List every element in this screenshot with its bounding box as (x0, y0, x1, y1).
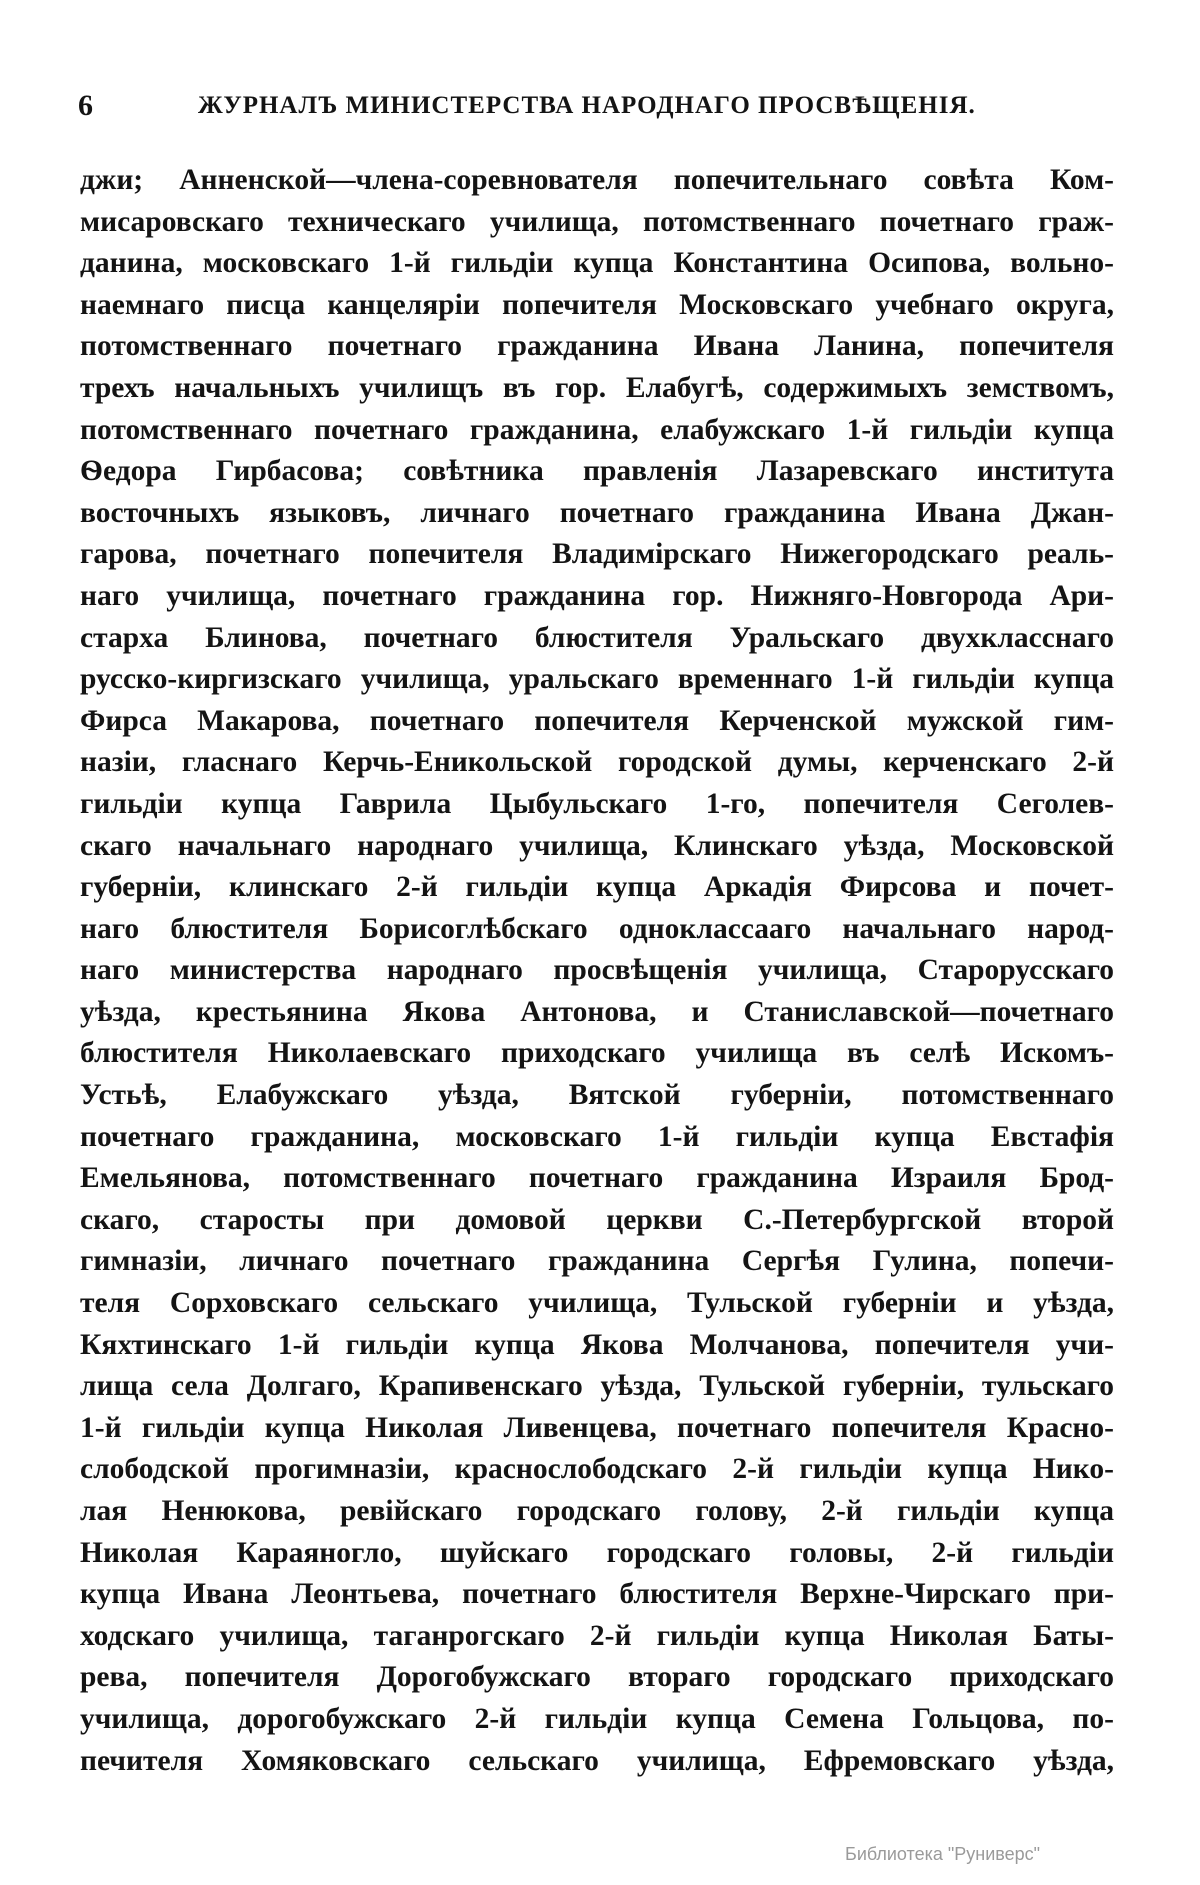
body-text (80, 160, 1114, 1782)
text-line: наго блюстителя Борисоглѣбскаго одноклассааго начальнаго народ- (80, 912, 1114, 945)
text-line: Фирса Макарова, почетнаго попечителя Керченской мужской гим- (80, 704, 1114, 737)
text-line: 1-й гильдіи купца Николая Ливенцева, почетнаго попечителя Красно- (80, 1411, 1114, 1444)
text-line: слободской прогимназіи, краснослободскаго 2-й гильдіи купца Нико- (80, 1453, 1114, 1486)
text-line: скаго начальнаго народнаго училища, Клинскаго уѣзда, Московской (80, 829, 1114, 862)
text-line: губерніи, клинскаго 2-й гильдіи купца Аркадія Фирсова и почет- (80, 871, 1114, 904)
text-line: уѣзда, крестьянина Якова Антонова, и Станиславской—почетнаго (80, 995, 1114, 1028)
text-line: Кяхтинскаго 1-й гильдіи купца Якова Молчанова, попечителя учи- (80, 1328, 1114, 1361)
text-line: Николая Караяногло, шуйскаго городскаго головы, 2-й гильдіи (80, 1536, 1114, 1569)
page-number: 6 (78, 89, 93, 122)
text-line: купца Ивана Леонтьева, почетнаго блюстителя Верхне-Чирскаго при- (80, 1578, 1114, 1611)
text-line: потомственнаго почетнаго гражданина Ивана Ланина, попечителя (80, 330, 1114, 363)
text-line: гимназіи, личнаго почетнаго гражданина Сергѣя Гулина, попечи- (80, 1245, 1114, 1278)
running-title: ЖУРНАЛЪ МИНИСТЕРСТВА НАРОДНАГО ПРОСВѢЩЕНІЯ. (198, 92, 976, 119)
text-line: джи; Анненской—члена-соревнователя попечительнаго совѣта Ком- (80, 164, 1114, 196)
text-line: теля Сорховскаго сельскаго училища, Тульской губерніи и уѣзда, (80, 1287, 1114, 1320)
text-line: Емельянова, потомственнаго почетнаго гражданина Израиля Брод- (80, 1162, 1114, 1195)
text-line: мисаровскаго техническаго училища, потомственнаго почетнаго граж- (80, 205, 1114, 238)
text-line: почетнаго гражданина, московскаго 1-й гильдіи купца Евстафія (80, 1120, 1114, 1153)
text-line: гильдіи купца Гаврила Цыбульскаго 1-го, попечителя Сеголев- (80, 787, 1114, 820)
text-line: лая Ненюкова, ревійскаго городскаго голову, 2-й гильдіи купца (80, 1495, 1114, 1527)
text-line: данина, московскаго 1-й гильдіи купца Константина Осипова, вольно- (80, 247, 1114, 280)
text-line: рева, попечителя Дорогобужскаго втораго городскаго приходскаго (80, 1661, 1114, 1694)
text-line: наго училища, почетнаго гражданина гор. Нижняго-Новгорода Ари- (80, 579, 1114, 612)
text-line: русско-киргизскаго училища, уральскаго временнаго 1-й гильдіи купца (80, 663, 1114, 696)
text-line: восточныхъ языковъ, личнаго почетнаго гражданина Ивана Джан- (80, 496, 1114, 529)
text-line: потомственнаго почетнаго гражданина, елабужскаго 1-й гильдіи купца (80, 413, 1114, 446)
page-header (78, 86, 1118, 126)
text-line: назіи, гласнаго Керчь-Еникольской городской думы, керченскаго 2-й (80, 746, 1114, 779)
text-line: наемнаго писца канцеляріи попечителя Московскаго учебнаго округа, (80, 288, 1114, 321)
text-line: Устьѣ, Елабужскаго уѣзда, Вятской губерніи, потомственнаго (80, 1079, 1114, 1112)
text-line: Ѳедора Гирбасова; совѣтника правленія Лазаревскаго института (80, 455, 1114, 488)
text-line: лища села Долгаго, Крапивенскаго уѣзда, Тульской губерніи, тульскаго (80, 1370, 1114, 1403)
text-line: гарова, почетнаго попечителя Владимірскаго Нижегородскаго реаль- (80, 538, 1114, 571)
library-watermark: Библиотека "Руниверс" (845, 1844, 1041, 1864)
text-line: печителя Хомяковскаго сельскаго училища, Ефремовскаго уѣзда, (80, 1744, 1114, 1777)
text-line: скаго, старосты при домовой церкви С.-Петербургской второй (80, 1203, 1114, 1236)
text-line: училища, дорогобужскаго 2-й гильдіи купца Семена Гольцова, по- (80, 1702, 1114, 1735)
text-line: наго министерства народнаго просвѣщенія училища, Старорусскаго (80, 954, 1114, 987)
text-line: старха Блинова, почетнаго блюстителя Уральскаго двухкласснаго (80, 621, 1114, 654)
text-line: блюстителя Николаевскаго приходскаго училища въ селѣ Искомъ- (80, 1037, 1114, 1070)
text-line: ходскаго училища, таганрогскаго 2-й гильдіи купца Николая Баты- (80, 1619, 1114, 1652)
text-line: трехъ начальныхъ училищъ въ гор. Елабугѣ, содержимыхъ земствомъ, (80, 371, 1114, 404)
